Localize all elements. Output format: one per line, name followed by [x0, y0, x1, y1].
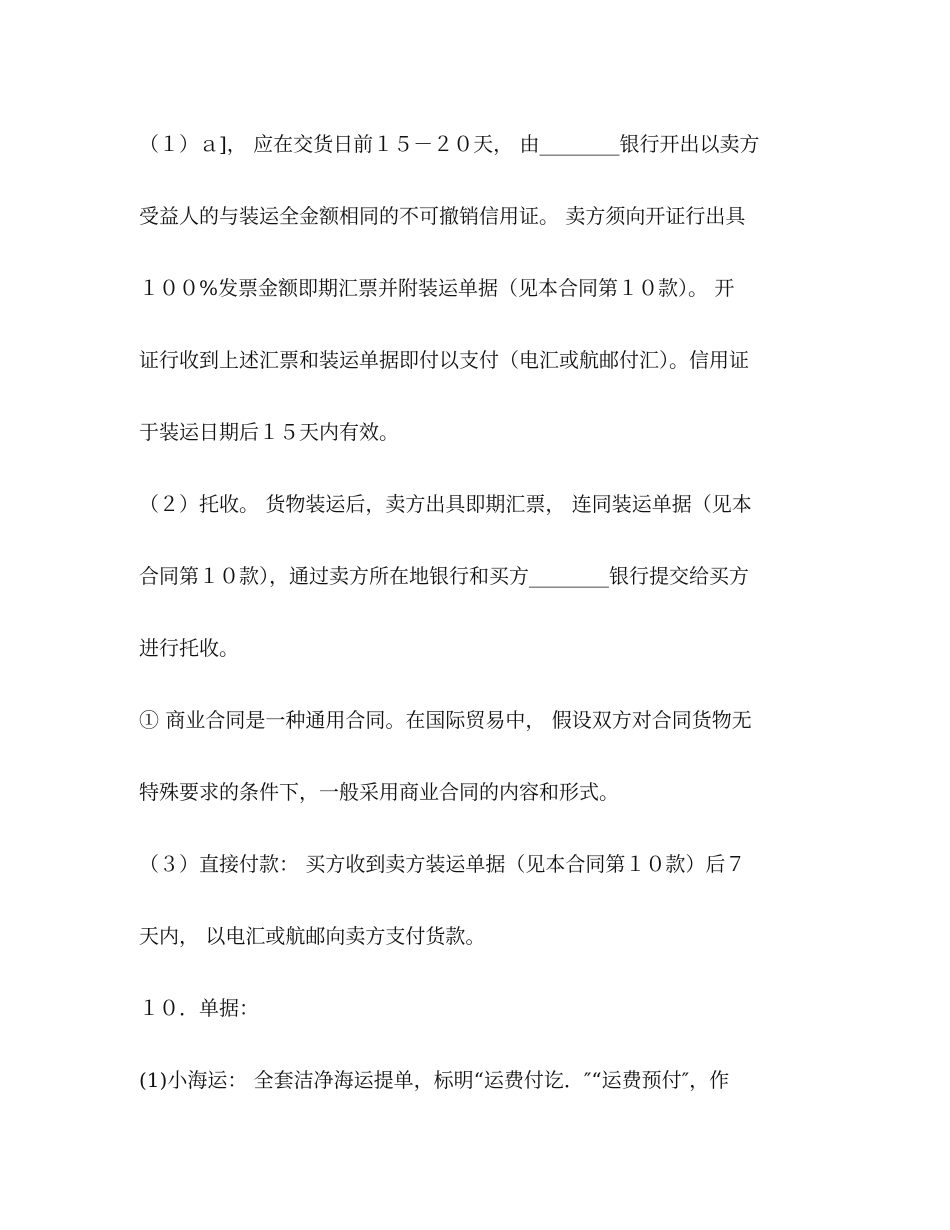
- text-line: 证行收到上述汇票和装运单据即付以支付（电汇或航邮付汇）。信用证: [139, 348, 749, 372]
- text-line: (1)小海运： 全套洁净海运提单，标明“运费付讫．″“运费预付″，作: [139, 1068, 730, 1092]
- text-line: 合同第１０款），通过卖方所在地银行和买方________银行提交给买方: [139, 564, 749, 588]
- text-line: １００%发票金额即期汇票并附装运单据（见本合同第１０款）。 开: [139, 276, 735, 300]
- text-line: （３）直接付款： 买方收到卖方装运单据（见本合同第１０款）后７: [139, 852, 746, 876]
- text-line: ① 商业合同是一种通用合同。在国际贸易中， 假设双方对合同货物无: [139, 708, 752, 732]
- text-line: 特殊要求的条件下，一般采用商业合同的内容和形式。: [139, 780, 619, 804]
- text-line: （１）ａ]， 应在交货日前１５－２０天， 由________银行开出以卖方: [139, 132, 760, 156]
- text-line: １０．单据：: [139, 996, 259, 1020]
- text-line: 进行托收。: [139, 636, 239, 660]
- text-line: （２）托收。 货物装运后，卖方出具即期汇票， 连同装运单据（见本: [139, 492, 752, 516]
- text-line: 受益人的与装运全金额相同的不可撤销信用证。 卖方须向开证行出具: [139, 204, 746, 228]
- text-line: 于装运日期后１５天内有效。: [139, 420, 399, 444]
- document-body: [139, 126, 829, 1134]
- text-line: 天内， 以电汇或航邮向卖方支付货款。: [139, 924, 486, 948]
